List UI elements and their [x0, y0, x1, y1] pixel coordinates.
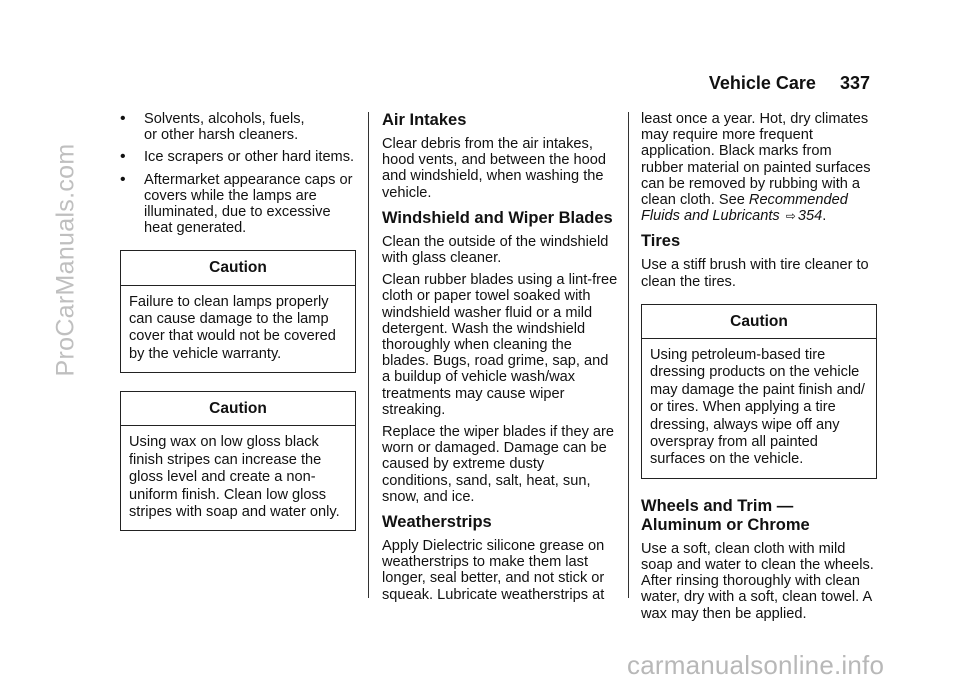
list-item	[120, 111, 356, 143]
paragraph	[641, 111, 877, 224]
bullet-text: Aftermarket appearance caps or covers while the lamps are illuminated, due to excessive heat generated.	[144, 171, 353, 237]
caution-body: Failure to clean lamps properly can cause damage to the lamp cover that would not be covered by the vehicle warranty.	[129, 293, 336, 362]
heading-wheels-trim: Wheels and Trim — Aluminum or Chrome	[641, 496, 810, 534]
page-reference-icon: ⇨	[785, 209, 796, 224]
heading-windshield: Windshield and Wiper Blades	[382, 208, 613, 227]
caution-title: Caution	[121, 251, 355, 285]
caution-box-lamps	[120, 250, 356, 373]
heading-air-intakes: Air Intakes	[382, 111, 467, 129]
reference-page-number[interactable]: 354	[797, 208, 823, 225]
caution-title: Caution	[642, 305, 876, 339]
cross-reference-link[interactable]: Recommended Fluids and Lubricants	[641, 192, 848, 225]
caution-title: Caution	[121, 392, 355, 426]
paragraph: Apply Dielectric silicone grease on weatherstrips to make them last longer, seal better, and not stick or squeak. Lubricate weatherstrips at	[382, 538, 605, 603]
paragraph-text: least once a year. Hot, dry climates may require more frequent application. Black marks from rubber material on painted surfaces can be removed by rubbing with a clean cloth. See	[641, 111, 871, 209]
bottom-watermark: carmanualsonline.info	[627, 650, 885, 680]
paragraph: Use a stiff brush with tire cleaner to clean the tires.	[641, 257, 869, 290]
page-header	[709, 73, 870, 94]
paragraph: Use a soft, clean cloth with mild soap and water to clean the wheels. After rinsing thoroughly with clean water, dry with a soft, clean towel. A wax may then be applied.	[641, 540, 874, 622]
bullet-icon: •	[120, 170, 126, 188]
period: .	[822, 208, 827, 225]
paragraph: Clear debris from the air intakes, hood vents, and between the hood and windshield, when washing the vehicle.	[382, 136, 606, 201]
bullet-list	[120, 111, 356, 236]
list-item	[120, 149, 356, 165]
column-1	[120, 111, 356, 545]
column-divider	[628, 112, 629, 598]
heading-weatherstrips: Weatherstrips	[382, 513, 492, 532]
caution-body: Using petroleum-based tire dressing products on the vehicle may damage the paint finish and/ or tires. When applying a tire dressing, always wipe off any overspray from all painted surfaces on the vehicle.	[650, 347, 865, 468]
section-title: Vehicle Care	[708, 73, 816, 93]
caution-body: Using wax on low gloss black finish stripes can increase the gloss level and create a non-uniform finish. Clean low gloss stripes with soap and water only.	[129, 434, 340, 521]
bullet-text: Ice scrapers or other hard items.	[144, 149, 355, 166]
bullet-text: Solvents, alcohols, fuels, or other harsh cleaners.	[144, 111, 305, 144]
list-item	[120, 172, 356, 237]
heading-tires: Tires	[641, 232, 681, 251]
page-number: 337	[839, 73, 870, 93]
paragraph: Replace the wiper blades if they are worn or damaged. Damage can be caused by extreme dusty conditions, sand, salt, heat, sun, snow, and ice.	[382, 424, 615, 505]
paragraph: Clean the outside of the windshield with glass cleaner.	[382, 233, 609, 267]
column-2	[382, 111, 618, 609]
bullet-icon: •	[120, 110, 126, 127]
caution-box-wax	[120, 391, 356, 531]
caution-box-tires	[641, 304, 877, 479]
column-divider	[368, 112, 369, 598]
column-3	[641, 111, 877, 628]
bullet-icon: •	[120, 148, 126, 166]
paragraph: Clean rubber blades using a lint-free cloth or paper towel soaked with windshield washer fluid or a mild detergent. Wash the windshield thoroughly when cleaning the blades. Bugs, road grime, sap, and a buildup of vehicle wash/wax treatments may cause wiper streaking.	[382, 272, 618, 418]
side-watermark: ProCarManuals.com	[51, 143, 80, 377]
